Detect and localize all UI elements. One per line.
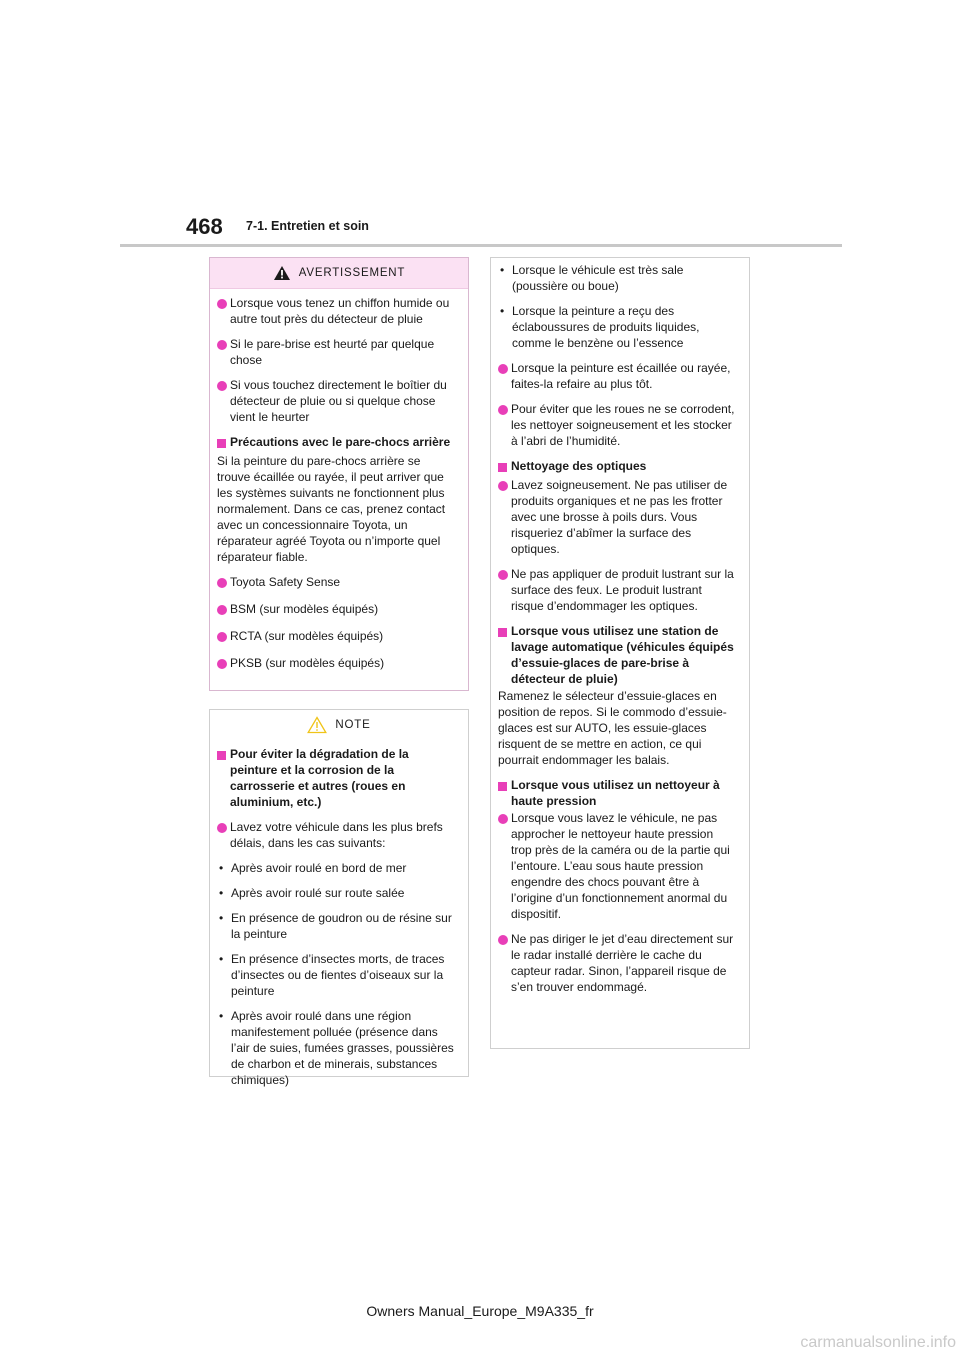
circle-bullet-icon — [217, 578, 227, 588]
warning-box — [209, 257, 469, 691]
circle-bullet-icon — [217, 381, 227, 391]
bumper-paragraph: Si la peinture du pare-chocs arrière se trouve écaillée ou rayée, il peut arriver que les systèmes suivants ne fonctionnent plus normalement. Dans ce cas, prenez contact avec un concessionnaire Toyota, un réparateur agréé Toyota ou n’importe quel réparateur fiable. — [217, 454, 446, 564]
system-item: PKSB (sur modèles équipés) — [217, 655, 454, 673]
circle-bullet-icon — [217, 299, 227, 309]
circle-bullet-icon — [217, 659, 227, 669]
car-wash-paragraph: Ramenez le sélecteur d’essuie-glaces en position de repos. Si le commodo d’essuie-glaces est sur AUTO, les essuie-glaces risquent de se mettre en action, ce qui pourrait endommager les balais. — [498, 689, 727, 767]
warning-item: Si vous touchez directement le boîtier du détecteur de pluie ou si quelque chose vient le heurter — [217, 377, 454, 425]
pressure-washer-heading: Lorsque vous utilisez un nettoyeur à haute pression — [498, 777, 735, 809]
square-bullet-icon — [498, 782, 507, 791]
page-number: 468 — [186, 214, 223, 239]
warning-item: Si le pare-brise est heurté par quelque chose — [217, 336, 454, 368]
optics-item: Ne pas appliquer de produit lustrant sur la surface des feux. Le produit lustrant risque d’endommager les optiques. — [498, 566, 735, 614]
header-rule — [120, 244, 842, 247]
square-bullet-icon — [217, 439, 226, 448]
warning-header — [210, 258, 468, 289]
square-bullet-icon — [498, 628, 507, 637]
system-item: RCTA (sur modèles équipés) — [217, 628, 454, 646]
right-item: Lorsque la peinture est écaillée ou rayée, faites-la refaire au plus tôt. — [498, 360, 735, 392]
note-dash-item: • En présence d’insectes morts, de traces d’insectes ou de fientes d’oiseaux sur la peinture — [219, 952, 445, 998]
circle-bullet-icon — [498, 814, 508, 824]
optics-heading: Nettoyage des optiques — [498, 458, 735, 476]
system-item: Toyota Safety Sense — [217, 574, 454, 592]
note-heading: Pour éviter la dégradation de la peinture et la corrosion de la carrosserie et autres (roues en aluminium, etc.) — [217, 746, 454, 810]
note-title: NOTE — [335, 719, 371, 731]
pressure-item: Ne pas diriger le jet d’eau directement sur le radar installé derrière le cache du capteur radar. Sinon, l’appareil risque de s’en trouver endommagé. — [498, 931, 735, 995]
caution-triangle-icon — [307, 716, 327, 734]
circle-bullet-icon — [217, 605, 227, 615]
bumper-heading: Précautions avec le pare-chocs arrière — [217, 434, 454, 452]
pressure-item: Lorsque vous lavez le véhicule, ne pas approcher le nettoyeur haute pression trop près de la caméra ou de la partie qui l’entoure. L’eau sous haute pression engendre des chocs pouvant être à l’origine d’un fonctionnement anormal du dispositif. — [498, 810, 735, 922]
circle-bullet-icon — [217, 823, 227, 833]
right-dash-item: • Lorsque la peinture a reçu des éclaboussures de produits liquides, comme le benzène ou l’essence — [500, 304, 700, 350]
note-dash-item: • Après avoir roulé en bord de mer — [219, 861, 407, 875]
warning-item: Lorsque vous tenez un chiffon humide ou autre tout près du détecteur de pluie — [217, 295, 454, 327]
circle-bullet-icon — [217, 340, 227, 350]
warning-title: AVERTISSEMENT — [298, 267, 406, 279]
square-bullet-icon — [217, 751, 226, 760]
circle-bullet-icon — [498, 405, 508, 415]
car-wash-heading: Lorsque vous utilisez une station de lavage automatique (véhicules équipés d’essuie-glaces de pare-brise à détecteur de pluie) — [498, 623, 735, 687]
footer-manual-id: Owners Manual_Europe_M9A335_fr — [366, 1303, 594, 1319]
circle-bullet-icon — [498, 570, 508, 580]
note-box — [209, 709, 469, 1087]
square-bullet-icon — [498, 463, 507, 472]
note-dash-item: • En présence de goudron ou de résine sur la peinture — [219, 911, 452, 941]
system-item: BSM (sur modèles équipés) — [217, 601, 454, 619]
note-header — [210, 710, 468, 740]
circle-bullet-icon — [498, 935, 508, 945]
note-dash-item: • Après avoir roulé dans une région manifestement polluée (présence dans l’air de suies, fumées grasses, poussières de charbon et de minerais, substances chimiques) — [219, 1009, 454, 1087]
optics-item: Lavez soigneusement. Ne pas utiliser de produits organiques et ne pas les frotter avec une brosse à poils durs. Vous risqueriez d’abîmer la surface des optiques. — [498, 477, 735, 557]
circle-bullet-icon — [498, 481, 508, 491]
right-item: Pour éviter que les roues ne se corrodent, les nettoyer soigneusement et les stocker à l’abri de l’humidité. — [498, 401, 735, 449]
circle-bullet-icon — [498, 364, 508, 374]
right-dash-item: • Lorsque le véhicule est très sale (poussière ou boue) — [500, 263, 684, 293]
note-continued-box — [490, 257, 750, 1049]
warning-triangle-icon — [273, 265, 291, 281]
circle-bullet-icon — [217, 632, 227, 642]
watermark: carmanualsonline.info — [800, 1334, 956, 1351]
note-item: Lavez votre véhicule dans les plus brefs délais, dans les cas suivants: — [217, 819, 454, 851]
section-title: 7-1. Entretien et soin — [246, 219, 369, 233]
note-dash-item: • Après avoir roulé sur route salée — [219, 886, 405, 900]
